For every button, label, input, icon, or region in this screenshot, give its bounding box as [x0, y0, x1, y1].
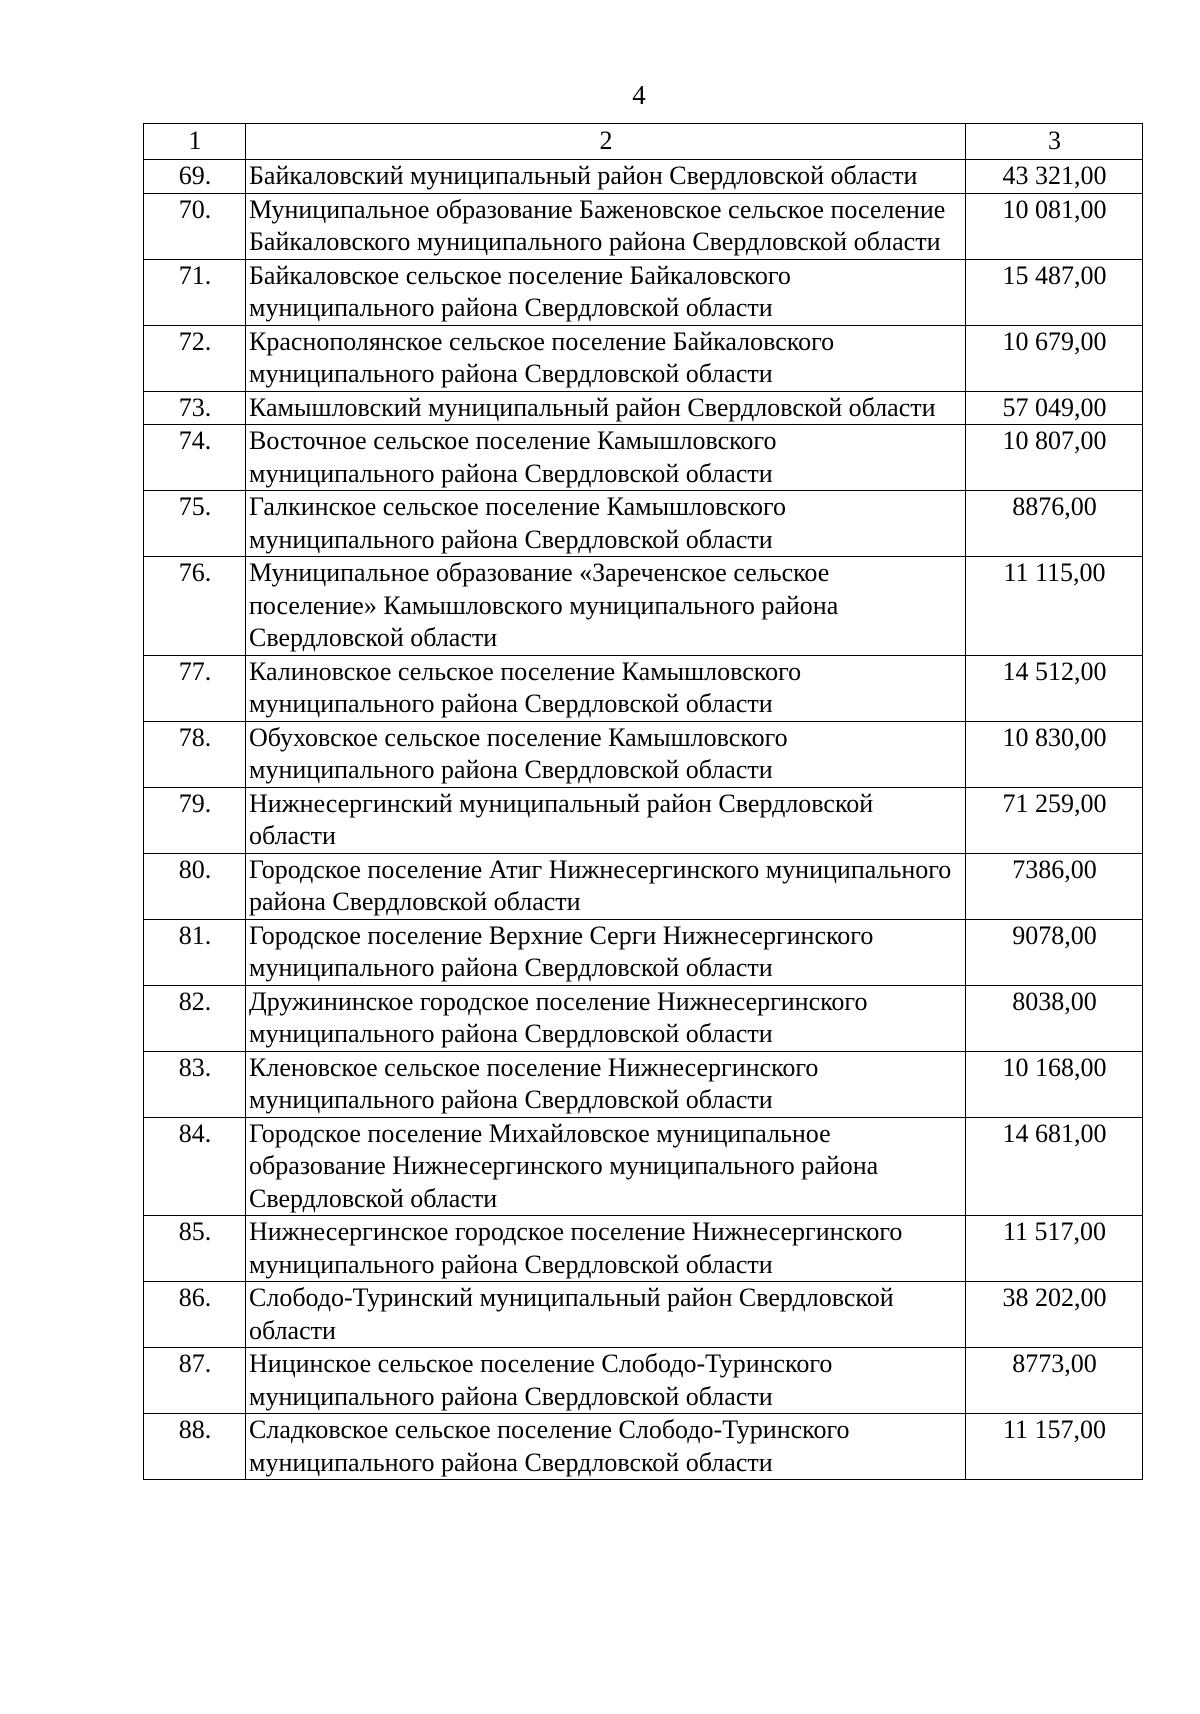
- amount-value: 10 679,00: [966, 325, 1143, 391]
- row-number: 85.: [144, 1216, 246, 1282]
- municipality-name: Сладковское сельское поселение Слободо-Туринского муниципального района Свердловской области: [246, 1414, 966, 1480]
- municipality-name: Городское поселение Михайловское муниципальное образование Нижнесергинского муниципального района Свердловской области: [246, 1117, 966, 1216]
- header-col-2: 2: [246, 124, 966, 160]
- amount-value: 38 202,00: [966, 1282, 1143, 1348]
- municipality-name: Восточное сельское поселение Камышловского муниципального района Свердловской области: [246, 425, 966, 491]
- municipality-name: Муниципальное образование «Зареченское сельское поселение» Камышловского муниципального района Свердловской области: [246, 557, 966, 656]
- table-row: [144, 1216, 1143, 1282]
- row-number: 75.: [144, 491, 246, 557]
- municipality-name: Ницинское сельское поселение Слободо-Туринского муниципального района Свердловской области: [246, 1348, 966, 1414]
- municipality-name: Муниципальное образование Баженовское сельское поселение Байкаловского муниципального района Свердловской области: [246, 193, 966, 259]
- row-number: 73.: [144, 391, 246, 425]
- header-col-3: 3: [966, 124, 1143, 160]
- row-number: 82.: [144, 985, 246, 1051]
- municipality-name: Городское поселение Верхние Серги Нижнесергинского муниципального района Свердловской области: [246, 919, 966, 985]
- municipality-name: Нижнесергинский муниципальный район Свердловской области: [246, 787, 966, 853]
- table-row: [144, 425, 1143, 491]
- allocation-table: [143, 123, 1143, 1480]
- table-header-row: [144, 124, 1143, 160]
- table-row: [144, 1348, 1143, 1414]
- table-row: [144, 1051, 1143, 1117]
- amount-value: 10 807,00: [966, 425, 1143, 491]
- row-number: 83.: [144, 1051, 246, 1117]
- page-number: 4: [632, 80, 646, 110]
- amount-value: 8773,00: [966, 1348, 1143, 1414]
- table-body: [144, 124, 1143, 1480]
- municipality-name: Городское поселение Атиг Нижнесергинского муниципального района Свердловской области: [246, 853, 966, 919]
- table-row: [144, 391, 1143, 425]
- amount-value: 11 115,00: [966, 557, 1143, 656]
- table-row: [144, 787, 1143, 853]
- row-number: 69.: [144, 160, 246, 194]
- row-number: 71.: [144, 259, 246, 325]
- municipality-name: Камышловский муниципальный район Свердловской области: [246, 391, 966, 425]
- municipality-name: Дружининское городское поселение Нижнесергинского муниципального района Свердловской области: [246, 985, 966, 1051]
- municipality-name: Обуховское сельское поселение Камышловского муниципального района Свердловской области: [246, 721, 966, 787]
- table-row: [144, 655, 1143, 721]
- municipality-name: Галкинское сельское поселение Камышловского муниципального района Свердловской области: [246, 491, 966, 557]
- table-row: [144, 259, 1143, 325]
- table-row: [144, 193, 1143, 259]
- row-number: 76.: [144, 557, 246, 656]
- table-row: [144, 160, 1143, 194]
- amount-value: 11 517,00: [966, 1216, 1143, 1282]
- amount-value: 10 081,00: [966, 193, 1143, 259]
- row-number: 81.: [144, 919, 246, 985]
- row-number: 86.: [144, 1282, 246, 1348]
- row-number: 78.: [144, 721, 246, 787]
- table-row: [144, 919, 1143, 985]
- municipality-name: Кленовское сельское поселение Нижнесергинского муниципального района Свердловской области: [246, 1051, 966, 1117]
- amount-value: 7386,00: [966, 853, 1143, 919]
- row-number: 72.: [144, 325, 246, 391]
- table-row: [144, 1117, 1143, 1216]
- amount-value: 8876,00: [966, 491, 1143, 557]
- municipality-name: Слободо-Туринский муниципальный район Свердловской области: [246, 1282, 966, 1348]
- row-number: 88.: [144, 1414, 246, 1480]
- municipality-name: Байкаловский муниципальный район Свердловской области: [246, 160, 966, 194]
- table-row: [144, 985, 1143, 1051]
- header-col-1: 1: [144, 124, 246, 160]
- amount-value: 15 487,00: [966, 259, 1143, 325]
- amount-value: 43 321,00: [966, 160, 1143, 194]
- table-row: [144, 721, 1143, 787]
- row-number: 74.: [144, 425, 246, 491]
- amount-value: 10 168,00: [966, 1051, 1143, 1117]
- amount-value: 8038,00: [966, 985, 1143, 1051]
- row-number: 77.: [144, 655, 246, 721]
- municipality-name: Краснополянское сельское поселение Байкаловского муниципального района Свердловской области: [246, 325, 966, 391]
- table-row: [144, 1282, 1143, 1348]
- table-row: [144, 491, 1143, 557]
- amount-value: 71 259,00: [966, 787, 1143, 853]
- row-number: 80.: [144, 853, 246, 919]
- amount-value: 9078,00: [966, 919, 1143, 985]
- row-number: 87.: [144, 1348, 246, 1414]
- row-number: 84.: [144, 1117, 246, 1216]
- amount-value: 10 830,00: [966, 721, 1143, 787]
- amount-value: 14 512,00: [966, 655, 1143, 721]
- municipality-name: Байкаловское сельское поселение Байкаловского муниципального района Свердловской области: [246, 259, 966, 325]
- amount-value: 14 681,00: [966, 1117, 1143, 1216]
- municipality-name: Калиновское сельское поселение Камышловского муниципального района Свердловской области: [246, 655, 966, 721]
- row-number: 79.: [144, 787, 246, 853]
- amount-value: 11 157,00: [966, 1414, 1143, 1480]
- row-number: 70.: [144, 193, 246, 259]
- amount-value: 57 049,00: [966, 391, 1143, 425]
- table-row: [144, 1414, 1143, 1480]
- municipality-name: Нижнесергинское городское поселение Нижнесергинского муниципального района Свердловской области: [246, 1216, 966, 1282]
- table-row: [144, 853, 1143, 919]
- table-row: [144, 557, 1143, 656]
- table-row: [144, 325, 1143, 391]
